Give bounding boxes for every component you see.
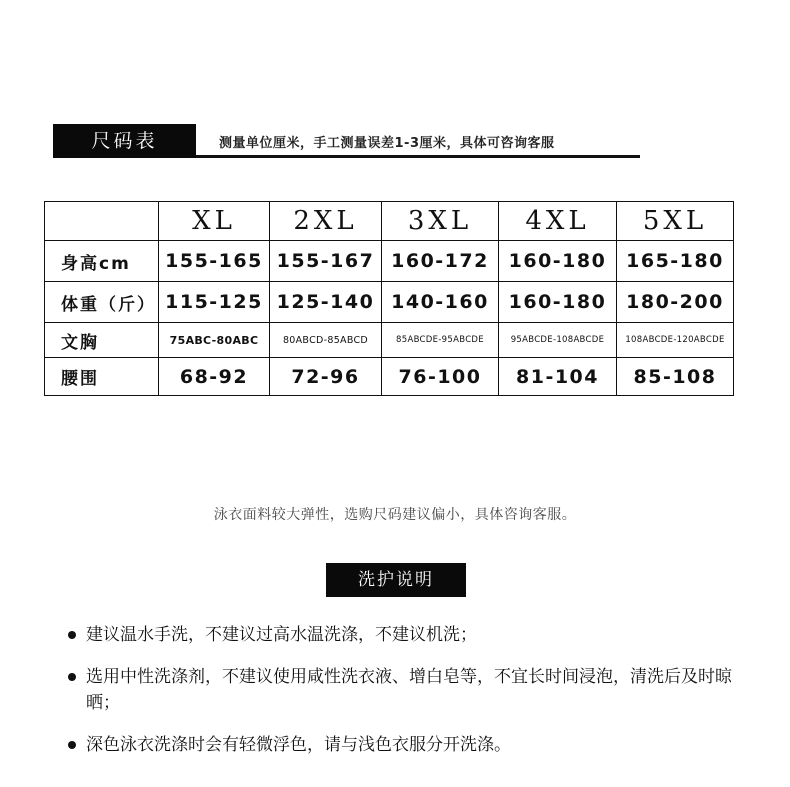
fabric-note: 泳衣面料较大弹性，选购尺码建议偏小，具体咨询客服。 [213, 507, 577, 523]
table-cell: 72-96 [270, 358, 382, 396]
size-4xl-header: 4XL [499, 202, 617, 241]
table-cell: 95ABCDE-108ABCDE [499, 323, 617, 358]
size-table [44, 201, 734, 396]
table-cell: 75ABC-80ABC [159, 323, 270, 358]
table-corner-cell [45, 202, 159, 241]
bullet-icon [68, 631, 76, 639]
care-item-text: 深色泳衣洗涤时会有轻微浮色，请与浅色衣服分开洗涤。 [86, 735, 511, 755]
care-item-text: 建议温水手洗，不建议过高水温洗涤，不建议机洗； [86, 625, 477, 645]
table-row-bust [45, 323, 734, 358]
size-2xl-header: 2XL [270, 202, 382, 241]
row-label-height: 身高cm [45, 241, 159, 282]
table-cell: 155-167 [270, 241, 382, 282]
list-item [64, 664, 754, 716]
care-item-text: 选用中性洗涤剂，不建议使用咸性洗衣液、增白皂等，不宜长时间浸泡，清洗后及时晾晒； [86, 667, 732, 713]
size-5xl-header: 5XL [617, 202, 734, 241]
measurement-note: 测量单位厘米，手工测量误差1-3厘米，具体可咨询客服 [219, 136, 555, 151]
table-cell: 80ABCD-85ABCD [270, 323, 382, 358]
row-label-bust: 文胸 [45, 323, 159, 358]
table-cell: 160-180 [499, 282, 617, 323]
table-cell: 115-125 [159, 282, 270, 323]
care-instructions-title: 洗护说明 [326, 563, 466, 597]
table-cell: 76-100 [382, 358, 499, 396]
bullet-icon [68, 741, 76, 749]
table-cell: 68-92 [159, 358, 270, 396]
care-instructions-list [64, 622, 754, 758]
table-cell: 180-200 [617, 282, 734, 323]
size-chart-title: 尺码表 [53, 124, 196, 158]
header-underline [196, 155, 640, 158]
size-xl-header: XL [159, 202, 270, 241]
table-cell: 125-140 [270, 282, 382, 323]
table-cell: 81-104 [499, 358, 617, 396]
size-chart-header [53, 124, 640, 158]
table-cell: 85-108 [617, 358, 734, 396]
size-3xl-header: 3XL [382, 202, 499, 241]
table-cell: 140-160 [382, 282, 499, 323]
table-cell: 160-180 [499, 241, 617, 282]
table-row-waist [45, 358, 734, 396]
table-cell: 165-180 [617, 241, 734, 282]
bullet-icon [68, 673, 76, 681]
table-row-height [45, 241, 734, 282]
table-cell: 155-165 [159, 241, 270, 282]
list-item [64, 622, 754, 648]
row-label-waist: 腰围 [45, 358, 159, 396]
table-cell: 160-172 [382, 241, 499, 282]
table-cell: 108ABCDE-120ABCDE [617, 323, 734, 358]
table-cell: 85ABCDE-95ABCDE [382, 323, 499, 358]
table-header-row [45, 202, 734, 241]
list-item [64, 732, 754, 758]
table-row-weight [45, 282, 734, 323]
row-label-weight: 体重（斤） [45, 282, 159, 323]
